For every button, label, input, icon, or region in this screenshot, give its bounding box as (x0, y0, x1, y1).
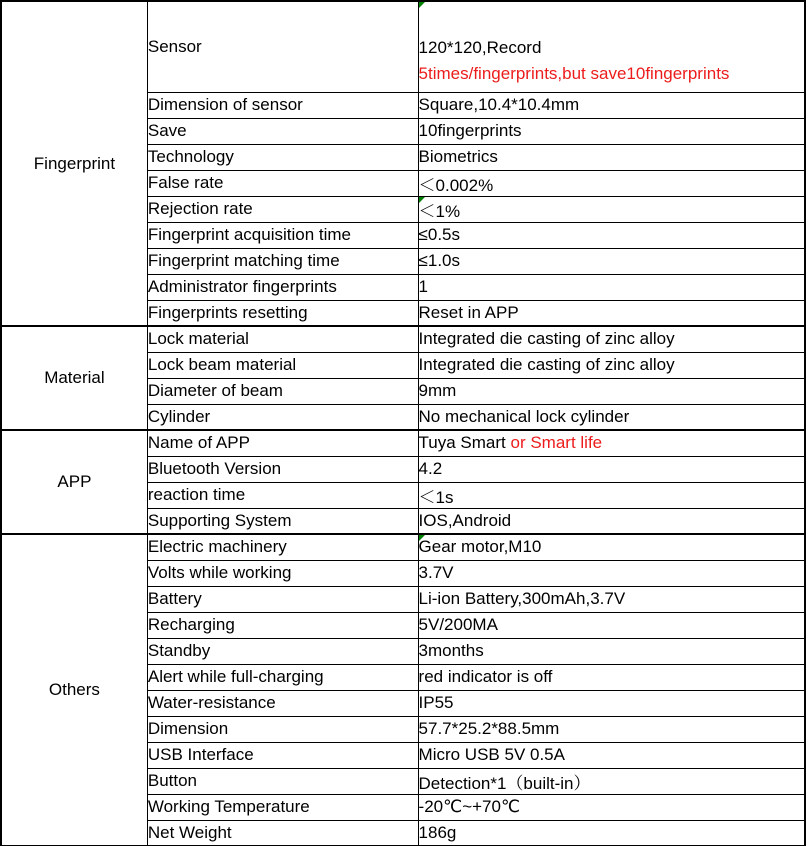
category-cell: Fingerprint (1, 1, 147, 326)
value-cell (418, 586, 805, 612)
property-cell: Net Weight (147, 820, 418, 846)
property-cell: Volts while working (147, 560, 418, 586)
table-row (1, 534, 805, 560)
value-text: 3.7V (418, 563, 454, 582)
value-text: Reset in APP (418, 302, 519, 322)
value-text: Gear motor,M10 (418, 537, 542, 557)
value-text: IOS,Android (418, 510, 512, 530)
value-cell (418, 378, 805, 404)
value-text: ≤1.0s (418, 251, 460, 270)
value-text: Integrated die casting of zinc alloy (418, 355, 675, 374)
spec-table-rows (1, 1, 805, 846)
value-text-highlighted: or Smart life (510, 433, 603, 453)
value-text: 120*120,Record (418, 37, 542, 57)
value-cell (418, 560, 805, 586)
value-cell (418, 144, 805, 170)
category-cell: Others (1, 534, 147, 846)
property-cell: Cylinder (147, 404, 418, 430)
table-row (1, 326, 805, 352)
property-cell: Fingerprint acquisition time (147, 222, 418, 248)
property-cell: Alert while full-charging (147, 664, 418, 690)
value-cell (418, 742, 805, 768)
value-text: IP55 (418, 693, 454, 712)
value-text: ＜1% (418, 201, 461, 221)
value-text: Integrated die casting of zinc alloy (418, 329, 675, 349)
value-text: Biometrics (418, 147, 498, 166)
value-cell (418, 274, 805, 300)
property-cell: Water-resistance (147, 690, 418, 716)
value-text: 10fingerprints (418, 121, 522, 140)
value-cell (418, 794, 805, 820)
property-cell: Rejection rate (147, 196, 418, 222)
value-cell (418, 820, 805, 846)
value-cell (418, 508, 805, 534)
value-cell (418, 170, 805, 196)
value-text: 3months (418, 641, 484, 660)
property-cell: Sensor (147, 1, 418, 92)
value-cell (418, 690, 805, 716)
value-cell (418, 612, 805, 638)
comment-marker-icon (419, 535, 425, 541)
value-cell (418, 638, 805, 664)
value-cell (418, 92, 805, 118)
property-cell: Name of APP (147, 430, 418, 456)
value-cell (418, 456, 805, 482)
category-cell: Material (1, 326, 147, 430)
value-text: Detection*1（built-in） (418, 773, 591, 793)
value-cell (418, 222, 805, 248)
value-text: ＜0.002% (418, 175, 494, 195)
value-text: 1 (418, 277, 428, 296)
value-text: 57.7*25.2*88.5mm (418, 719, 560, 738)
table-row (1, 430, 805, 456)
property-cell: Recharging (147, 612, 418, 638)
value-text: 4.2 (418, 459, 443, 478)
value-cell (418, 1, 805, 92)
value-text: -20℃~+70℃ (418, 797, 521, 816)
property-cell: Diameter of beam (147, 378, 418, 404)
property-cell: Working Temperature (147, 794, 418, 820)
property-cell: Fingerprint matching time (147, 248, 418, 274)
property-cell: Lock beam material (147, 352, 418, 378)
property-cell: Save (147, 118, 418, 144)
value-cell (418, 534, 805, 560)
property-cell: Technology (147, 144, 418, 170)
value-cell (418, 248, 805, 274)
value-text: 9mm (418, 381, 457, 400)
property-cell: Supporting System (147, 508, 418, 534)
property-cell: Standby (147, 638, 418, 664)
value-cell (418, 664, 805, 690)
value-text: 186g (418, 822, 457, 842)
category-cell: APP (1, 430, 147, 534)
value-text: red indicator is off (418, 667, 553, 686)
property-cell: Electric machinery (147, 534, 418, 560)
value-text-highlighted: 5times/fingerprints,but save10fingerprints (418, 63, 730, 83)
value-cell (418, 196, 805, 222)
property-cell: Dimension (147, 716, 418, 742)
value-cell (418, 482, 805, 508)
value-cell (418, 404, 805, 430)
value-cell (418, 716, 805, 742)
value-text: Micro USB 5V 0.5A (418, 745, 565, 764)
property-cell: Lock material (147, 326, 418, 352)
value-text: No mechanical lock cylinder (418, 406, 630, 426)
value-cell (418, 118, 805, 144)
value-cell (418, 300, 805, 326)
value-cell (418, 768, 805, 794)
value-cell (418, 430, 805, 456)
property-cell: Bluetooth Version (147, 456, 418, 482)
property-cell: False rate (147, 170, 418, 196)
property-cell: Button (147, 768, 418, 794)
comment-marker-icon (419, 197, 425, 203)
value-text: ≤0.5s (418, 225, 460, 244)
value-cell (418, 352, 805, 378)
property-cell: reaction time (147, 482, 418, 508)
comment-marker-icon (419, 2, 425, 8)
value-text: Square,10.4*10.4mm (418, 95, 580, 114)
value-text: 5V/200MA (418, 615, 498, 634)
property-cell: Battery (147, 586, 418, 612)
value-cell (418, 326, 805, 352)
property-cell: USB Interface (147, 742, 418, 768)
property-cell: Dimension of sensor (147, 92, 418, 118)
value-text: Li-ion Battery,300mAh,3.7V (418, 589, 626, 608)
property-cell: Administrator fingerprints (147, 274, 418, 300)
table-row (1, 1, 805, 92)
value-text: Tuya Smart (418, 433, 511, 453)
property-cell: Fingerprints resetting (147, 300, 418, 326)
value-text: ＜1s (418, 487, 454, 507)
